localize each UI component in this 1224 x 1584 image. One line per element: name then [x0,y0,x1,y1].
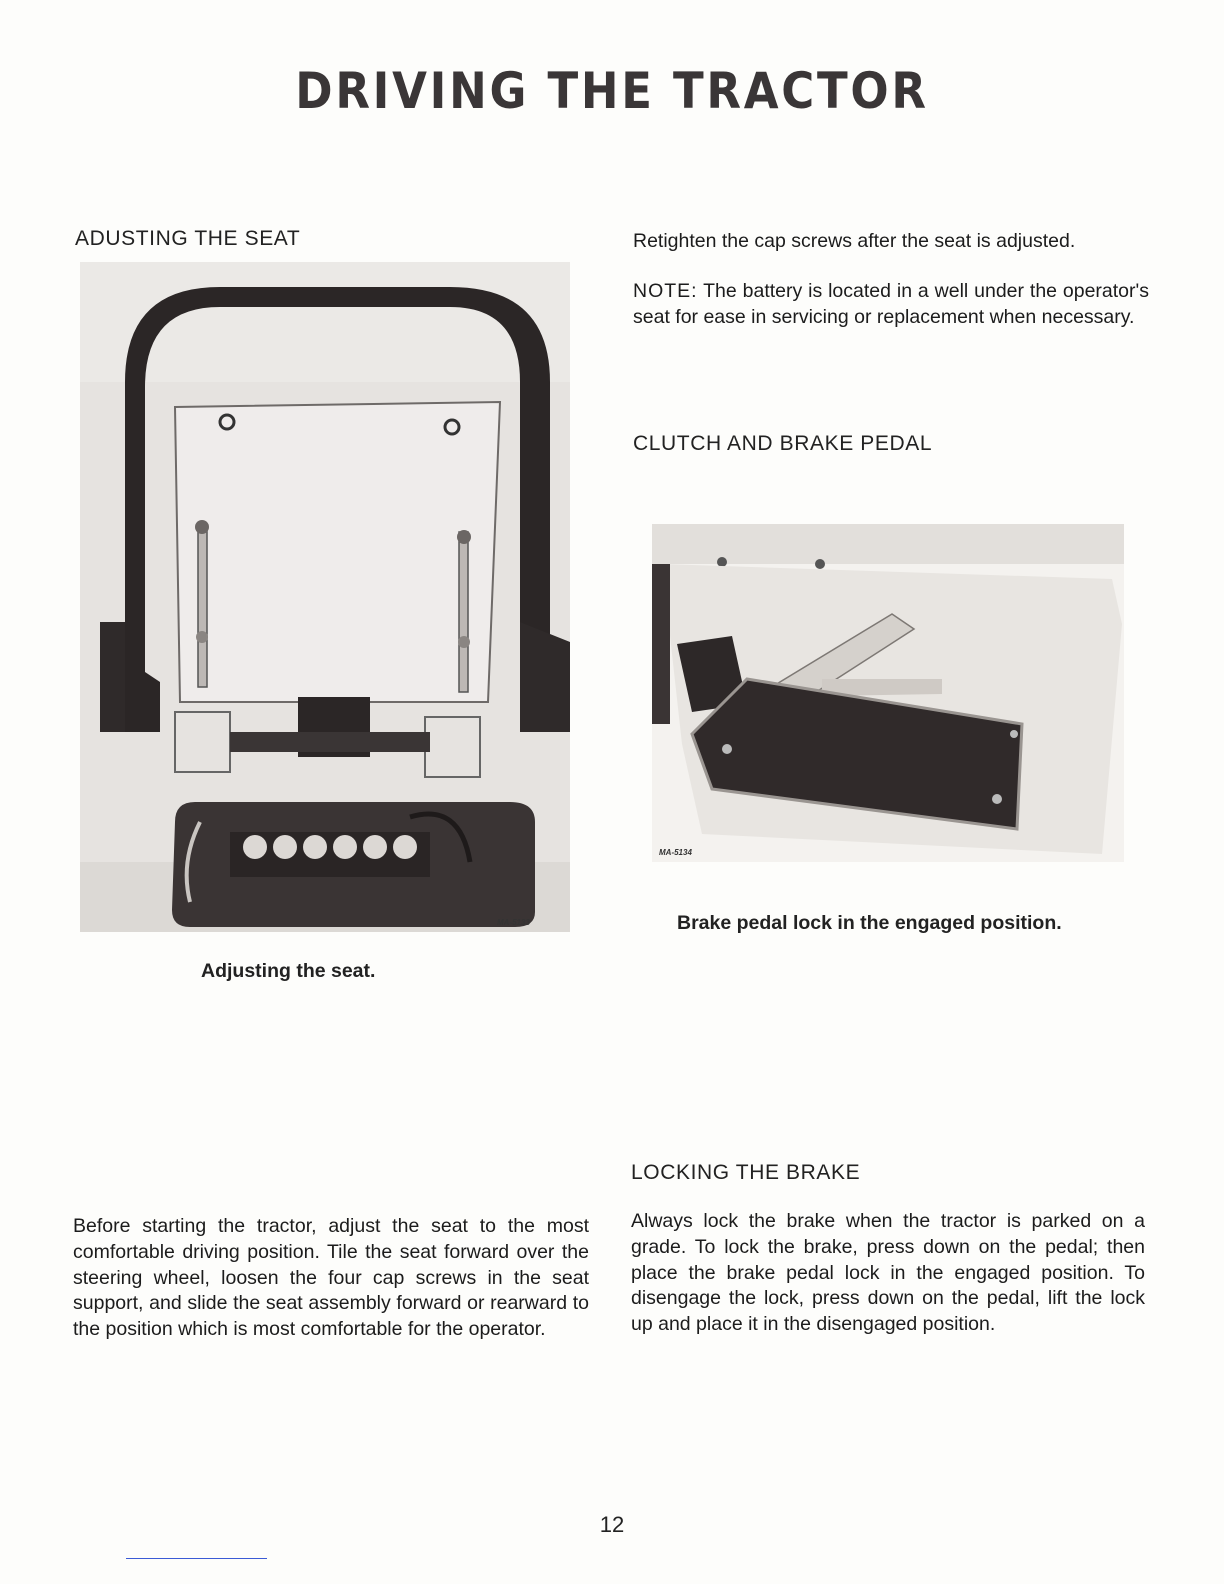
paragraph-locking-brake: Always lock the brake when the tractor is parked on a grade. To lock the brake, press down on the pedal; then place the brake pedal lock in the engaged position. To disengage the lock, press down on the pedal, lift the lock up and place it in the disengaged position. [631,1210,1145,1336]
footer-rule [126,1558,267,1559]
page-title: DRIVING THE TRACTOR [295,62,929,120]
note-paragraph [633,279,1149,331]
section-heading-locking-brake: LOCKING THE BRAKE [631,1161,861,1184]
paragraph-retighten: Retighten the cap screws after the seat is adjusted. [633,230,1076,252]
note-text: The battery is located in a well under the operator's seat for ease in servicing or replacement when necessary. [633,280,1149,328]
paragraph-adjusting-seat: Before starting the tractor, adjust the seat to the most comfortable driving position. Tile the seat forward over the steering wheel, loosen the four cap screws in the seat support, and slide the seat assembly forward or rearward to the position which is most comfortable for the operator. [73,1215,589,1341]
note-label: NOTE: [633,280,698,302]
page-number: 12 [599,1512,625,1537]
brake-pedal-photo [652,524,1124,862]
figure-label-seat: MA-5133 [497,918,530,927]
seat-photo [80,262,570,932]
section-heading-adjusting-seat: ADUSTING THE SEAT [75,227,301,250]
figure-label-brake: MA-5134 [659,848,692,857]
caption-seat: Adjusting the seat. [201,960,376,982]
section-heading-clutch-brake: CLUTCH AND BRAKE PEDAL [633,432,933,455]
caption-brake: Brake pedal lock in the engaged position. [677,912,1062,934]
